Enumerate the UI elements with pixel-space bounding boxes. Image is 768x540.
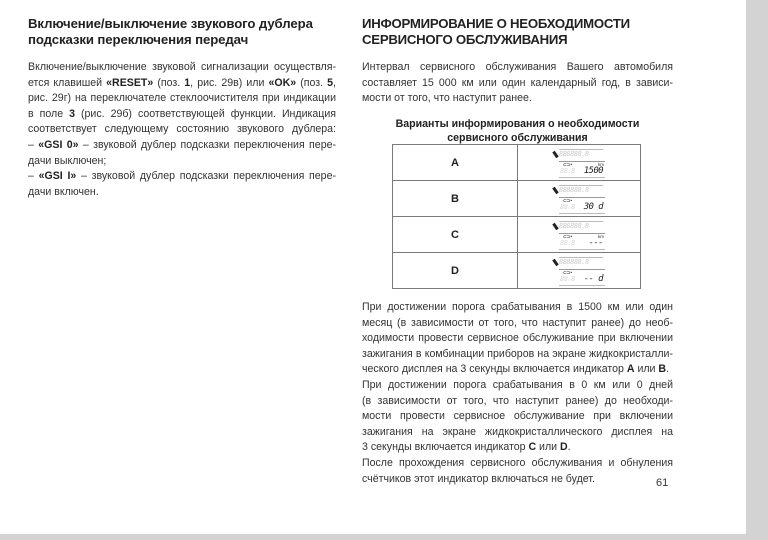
ghost-digits: 88.8: [560, 202, 575, 211]
text-line: составляет 15 000 км или один календарный год, в зависи-: [362, 76, 673, 89]
heading-line: СЕРВИСНОГО ОБСЛУЖИВАНИЯ: [362, 32, 568, 47]
text-line: соответствует следующему состоянию звукового дублера:: [28, 123, 336, 136]
service-section-heading: [362, 16, 673, 48]
table-row: [393, 253, 641, 289]
car-icon: ⊂⊃•: [563, 161, 573, 167]
lcd-indicator-cell: [518, 145, 641, 181]
bold-term: A: [626, 363, 635, 376]
bold-term: «GSI I»: [38, 170, 77, 183]
gsi-description-paragraph: [28, 60, 336, 200]
text-line: рис. 29г) на переключателе стеклоочистителя при индикации: [28, 92, 336, 105]
text-line: дачи выключен;: [28, 154, 107, 167]
text-line: Включение/выключение звуковой сигнализации осуществля-: [28, 61, 336, 73]
lcd-display-icon: [551, 220, 607, 250]
lcd-indicator-cell: [518, 253, 641, 289]
bold-term: «GSI 0»: [38, 138, 79, 151]
unit-label: km: [598, 233, 604, 239]
lcd-display-icon: [551, 256, 607, 286]
wrench-icon: [552, 150, 558, 157]
text-line: в поле 3 (рис. 29б) соответствующей функции. Индикация: [28, 107, 336, 120]
text-line: (в зависимости от того, что наступит ранее) до необходи-: [362, 394, 673, 407]
text-line: ходимости провести сервисное обслуживание при включении: [362, 332, 673, 345]
heading-line: Включение/выключение звукового дублера: [28, 16, 313, 31]
ghost-digits: 88.8: [560, 274, 575, 283]
text-line: мости провести сервисное обслуживание при включении: [362, 410, 673, 423]
text-line: – «GSI I» – звуковой дублер подсказки переключения пере-: [28, 170, 336, 183]
service-value: -- d: [583, 273, 603, 284]
wrench-icon: [552, 258, 558, 265]
text-line: Интервал сервисного обслуживания Вашего автомобиля: [362, 61, 673, 73]
table-caption: [362, 117, 673, 145]
service-threshold-paragraphs: [362, 300, 673, 487]
odometer-ghost: 888888.8: [559, 185, 603, 195]
service-value: 1500: [583, 165, 603, 176]
bold-term: D: [560, 441, 568, 454]
car-icon: ⊂⊃•: [563, 197, 573, 203]
variant-label: C: [393, 217, 518, 253]
car-icon: ⊂⊃•: [563, 269, 573, 275]
lcd-bottom-line: [559, 249, 605, 250]
text-line: 3 секунды включается индикатор C или D.: [362, 441, 571, 454]
lcd-display-icon: [551, 184, 607, 214]
lcd-bottom-line: [559, 177, 605, 178]
bold-term: B: [658, 363, 667, 376]
bold-term: 5: [327, 76, 334, 89]
heading-line: ИНФОРМИРОВАНИЕ О НЕОБХОДИМОСТИ: [362, 16, 630, 31]
wrench-icon: [552, 186, 558, 193]
caption-line: Варианты информирования о необходимости: [395, 117, 640, 130]
heading-line: подсказки переключения передач: [28, 32, 249, 47]
lcd-bottom-line: [559, 285, 605, 286]
bold-term: «RESET»: [106, 76, 154, 89]
service-value: ---: [588, 237, 603, 248]
text-line: дачи включен.: [28, 185, 99, 198]
odometer-ghost: 888888.8: [559, 257, 603, 267]
text-line: ческого дисплея на 3 секунды включается индикатор A или B.: [362, 363, 670, 376]
odometer-ghost: 888888.8: [559, 149, 603, 159]
text-line: мости от того, что наступит ранее.: [362, 92, 532, 105]
bold-term: 1: [184, 76, 191, 89]
wrench-icon: [552, 222, 558, 229]
table-row: [393, 217, 641, 253]
text-line: зажигания в комбинации приборов на экране жидкокристалли-: [362, 347, 673, 360]
text-line: зажигания на экране жидкокристаллического дисплея на: [362, 425, 673, 438]
lcd-indicator-cell: [518, 217, 641, 253]
variant-label: B: [393, 181, 518, 217]
table-row: [393, 181, 641, 217]
caption-line: сервисного обслуживания: [447, 131, 588, 144]
service-value: 30 d: [583, 201, 603, 212]
lcd-indicator-cell: [518, 181, 641, 217]
lcd-bottom-line: [559, 213, 605, 214]
lower-text: [362, 300, 673, 487]
service-interval-paragraph: [362, 60, 673, 107]
text-line: месяц (в зависимости от того, что наступит ранее) до необ-: [362, 316, 673, 329]
text-line: счётчиков этот индикатор включаться не будет.: [362, 472, 595, 485]
unit-label: km: [598, 161, 604, 167]
car-icon: ⊂⊃•: [563, 233, 573, 239]
odometer-ghost: 888888.8: [559, 221, 603, 231]
gsi-section-heading: [28, 16, 336, 48]
text-line: – «GSI 0» – звуковой дублер подсказки переключения пере-: [28, 138, 337, 151]
page-number: 61: [656, 477, 669, 489]
lcd-display-icon: [551, 148, 607, 178]
text-line: ется клавишей «RESET» (поз. 1, рис. 29в) или «OK» (поз. 5,: [28, 76, 336, 89]
service-indicator-table: [392, 144, 641, 289]
variant-label: A: [393, 145, 518, 181]
bold-term: «OK»: [268, 76, 297, 89]
ghost-digits: 88.8: [560, 238, 575, 247]
text-line: При достижении порога срабатывания в 1500 км или один: [362, 301, 673, 313]
table-row: [393, 145, 641, 181]
bold-term: C: [528, 441, 537, 454]
text-line: При достижении порога срабатывания в 0 км или 0 дней: [362, 378, 673, 391]
left-column: [28, 16, 336, 200]
bold-term: 3: [69, 107, 75, 120]
ghost-digits: 88.8: [560, 166, 575, 175]
variant-label: D: [393, 253, 518, 289]
text-line: После прохождения сервисного обслуживания и обнуления: [362, 456, 673, 469]
